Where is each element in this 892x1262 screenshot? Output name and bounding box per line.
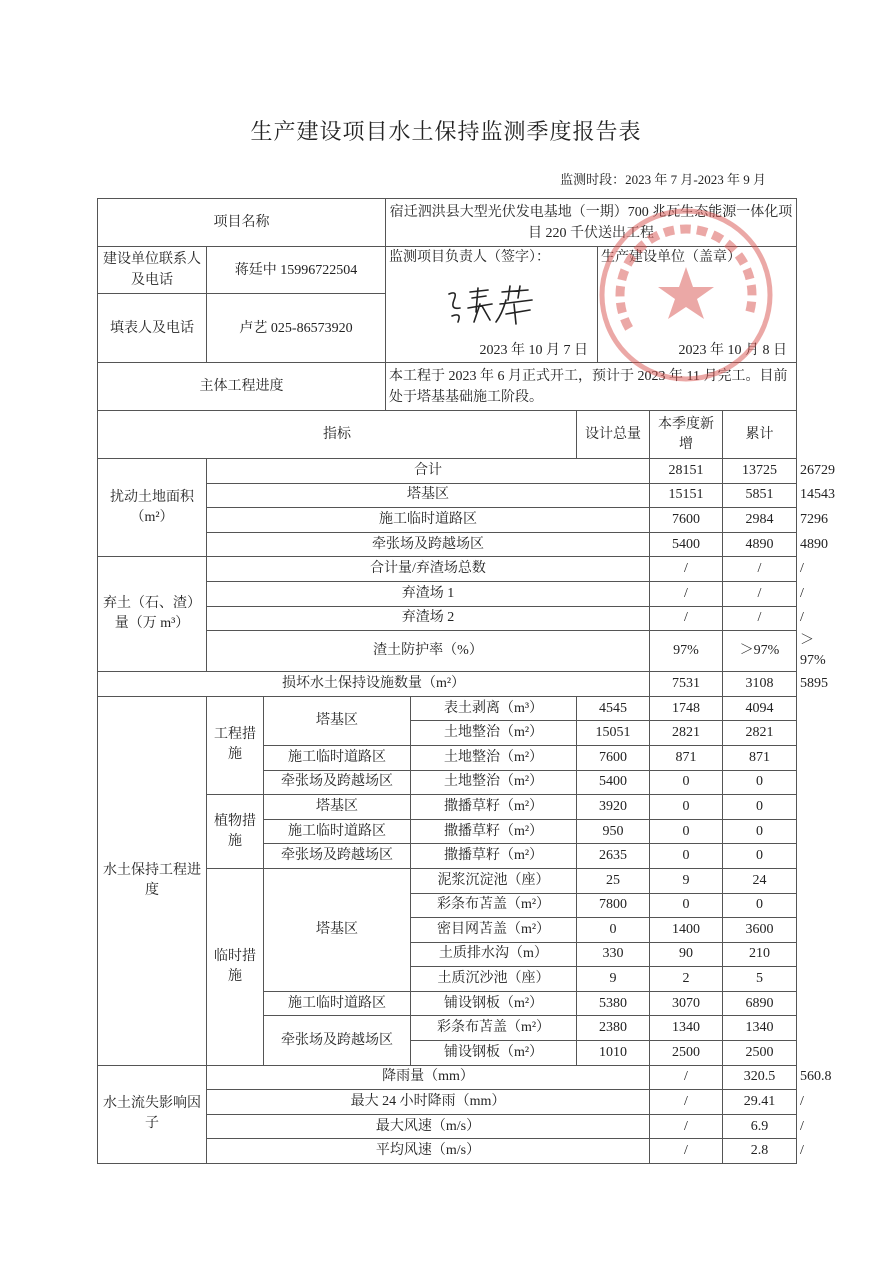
measure-item: 撒播草籽（m²） bbox=[411, 795, 577, 820]
measure-category: 临时措施 bbox=[207, 868, 264, 1065]
design-value: 5400 bbox=[577, 770, 650, 795]
measure-item: 彩条布苫盖（m²） bbox=[411, 1016, 577, 1041]
total-value: 4094 bbox=[723, 696, 797, 721]
factor-row: 最大 24 小时降雨（mm） / 29.41 / bbox=[98, 1090, 797, 1115]
measure-item: 撒播草籽（m²） bbox=[411, 844, 577, 869]
spoil-row: 弃渣场 1 / / / bbox=[98, 581, 797, 606]
project-name-value: 宿迁泗洪县大型光伏发电基地（一期）700 兆瓦生态能源一体化项目 220 千伏送出工程 bbox=[386, 199, 797, 247]
design-value: 25 bbox=[577, 868, 650, 893]
quarter-value: 0 bbox=[650, 795, 723, 820]
monitor-lead-date: 2023 年 10 月 7 日 bbox=[479, 343, 588, 358]
factor-row: 平均风速（m/s） / 2.8 / bbox=[98, 1139, 797, 1164]
total-value: 6890 bbox=[723, 991, 797, 1016]
disturbed-row: 施工临时道路区 7600 2984 7296 bbox=[98, 508, 797, 533]
spoil-row: 弃土（石、渣）量（万 m³） 合计量/弃渣场总数 / / / bbox=[98, 557, 797, 582]
measure-category: 植物措施 bbox=[207, 795, 264, 869]
total-value: 2821 bbox=[723, 721, 797, 746]
spoil-row: 渣土防护率（%） 97% ＞97% ＞97% bbox=[98, 631, 797, 672]
total-value: 210 bbox=[723, 942, 797, 967]
total-value: 871 bbox=[723, 745, 797, 770]
info-table bbox=[97, 198, 797, 411]
design-value: 1010 bbox=[577, 1041, 650, 1066]
total-value: 0 bbox=[723, 795, 797, 820]
quarter-value: 0 bbox=[650, 893, 723, 918]
total-value: 0 bbox=[723, 819, 797, 844]
design-value: 7800 bbox=[577, 893, 650, 918]
builder-content bbox=[601, 247, 793, 361]
quarter-value: 29.41 bbox=[723, 1090, 797, 1115]
disturbed-row: 扰动土地面积（m²） 合计 28151 13725 26729 bbox=[98, 459, 797, 484]
design-value: 97% bbox=[650, 631, 723, 672]
design-value: 3920 bbox=[577, 795, 650, 820]
measure-item: 撒播草籽（m²） bbox=[411, 819, 577, 844]
item-label: 合计 bbox=[207, 459, 650, 484]
filler-label: 填表人及电话 bbox=[98, 294, 207, 363]
item-label: 最大 24 小时降雨（mm） bbox=[207, 1090, 650, 1115]
quarter-value: 13725 bbox=[723, 459, 797, 484]
quarter-value: 0 bbox=[650, 770, 723, 795]
design-value: 0 bbox=[577, 918, 650, 943]
total-value: 1340 bbox=[723, 1016, 797, 1041]
measure-zone: 施工临时道路区 bbox=[264, 819, 411, 844]
design-value: 7600 bbox=[577, 745, 650, 770]
handwritten-signature bbox=[444, 282, 539, 327]
quarter-value: 1748 bbox=[650, 696, 723, 721]
total-value: 3600 bbox=[723, 918, 797, 943]
measure-zone: 塔基区 bbox=[264, 868, 411, 991]
quarter-value: 5851 bbox=[723, 483, 797, 508]
measure-zone: 塔基区 bbox=[264, 696, 411, 745]
measure-item: 土地整治（m²） bbox=[411, 721, 577, 746]
builder-date: 2023 年 10 月 8 日 bbox=[678, 343, 787, 358]
design-value: 7531 bbox=[650, 672, 723, 697]
item-label: 牵张场及跨越场区 bbox=[207, 532, 650, 557]
measure-item: 泥浆沉淀池（座） bbox=[411, 868, 577, 893]
quarter-value: 1400 bbox=[650, 918, 723, 943]
quarter-value: 90 bbox=[650, 942, 723, 967]
contact-label: 建设单位联系人及电话 bbox=[98, 247, 207, 294]
project-name-label: 项目名称 bbox=[98, 199, 386, 247]
design-value: / bbox=[650, 1065, 723, 1090]
filler-value: 卢艺 025-86573920 bbox=[207, 294, 386, 363]
quarter-value: 320.5 bbox=[723, 1065, 797, 1090]
measure-item: 密目网苫盖（m²） bbox=[411, 918, 577, 943]
quarter-value: 2.8 bbox=[723, 1139, 797, 1164]
item-label: 弃渣场 1 bbox=[207, 581, 650, 606]
measure-zone: 施工临时道路区 bbox=[264, 745, 411, 770]
damage-row: 损坏水土保持设施数量（m²） 7531 3108 5895 bbox=[98, 672, 797, 697]
item-label: 降雨量（mm） bbox=[207, 1065, 650, 1090]
contact-value: 蒋廷中 15996722504 bbox=[207, 247, 386, 294]
design-value: / bbox=[650, 1090, 723, 1115]
monitor-lead-cell bbox=[386, 247, 598, 363]
quarter-value: 6.9 bbox=[723, 1114, 797, 1139]
indicator-header: 指标 bbox=[98, 411, 577, 459]
design-value: / bbox=[650, 581, 723, 606]
design-header: 设计总量 bbox=[577, 411, 650, 459]
total-value: 0 bbox=[723, 844, 797, 869]
total-value: 24 bbox=[723, 868, 797, 893]
signature-area bbox=[389, 279, 594, 329]
measure-zone: 牵张场及跨越场区 bbox=[264, 844, 411, 869]
progress-value: 本工程于 2023 年 6 月正式开工，预计于 2023 年 11 月完工。目前处于塔基基础施工阶段。 bbox=[386, 363, 797, 411]
measure-zone: 牵张场及跨越场区 bbox=[264, 770, 411, 795]
total-header: 累计 bbox=[723, 411, 797, 459]
monitoring-period: 监测时段：2023 年 7 月-2023 年 9 月 bbox=[560, 172, 766, 187]
quarter-value: 4890 bbox=[723, 532, 797, 557]
builder-cell bbox=[598, 247, 797, 363]
quarter-value: 2984 bbox=[723, 508, 797, 533]
page-title: 生产建设项目水土保持监测季度报告表 bbox=[250, 119, 642, 144]
monitor-lead-label: 监测项目负责人（签字）： bbox=[389, 250, 550, 265]
design-value: 28151 bbox=[650, 459, 723, 484]
item-label: 平均风速（m/s） bbox=[207, 1139, 650, 1164]
design-value: 7600 bbox=[650, 508, 723, 533]
measure-item: 铺设钢板（m²） bbox=[411, 991, 577, 1016]
quarter-value: 871 bbox=[650, 745, 723, 770]
measure-item: 土质排水沟（m） bbox=[411, 942, 577, 967]
design-value: 2635 bbox=[577, 844, 650, 869]
design-value: / bbox=[650, 557, 723, 582]
design-value: 15151 bbox=[650, 483, 723, 508]
quarter-value: 2 bbox=[650, 967, 723, 992]
quarter-value: / bbox=[723, 606, 797, 631]
measures-group-label: 水土保持工程进度 bbox=[98, 696, 207, 1065]
quarter-value: 0 bbox=[650, 844, 723, 869]
header-row bbox=[98, 411, 797, 459]
builder-label: 生产建设单位（盖章） bbox=[601, 250, 741, 265]
progress-label: 主体工程进度 bbox=[98, 363, 386, 411]
design-value: 5380 bbox=[577, 991, 650, 1016]
item-label: 施工临时道路区 bbox=[207, 508, 650, 533]
disturbed-group-label: 扰动土地面积（m²） bbox=[98, 459, 207, 557]
measure-zone: 施工临时道路区 bbox=[264, 991, 411, 1016]
item-label: 塔基区 bbox=[207, 483, 650, 508]
disturbed-row: 牵张场及跨越场区 5400 4890 4890 bbox=[98, 532, 797, 557]
quarter-value: 2821 bbox=[650, 721, 723, 746]
measure-item: 土质沉沙池（座） bbox=[411, 967, 577, 992]
quarter-value: 3070 bbox=[650, 991, 723, 1016]
design-value: / bbox=[650, 1139, 723, 1164]
quarter-value: 0 bbox=[650, 819, 723, 844]
total-value: 5 bbox=[723, 967, 797, 992]
quarter-value: ＞97% bbox=[723, 631, 797, 672]
quarter-value: 1340 bbox=[650, 1016, 723, 1041]
design-value: 15051 bbox=[577, 721, 650, 746]
quarter-value: / bbox=[723, 581, 797, 606]
item-label: 弃渣场 2 bbox=[207, 606, 650, 631]
factors-group-label: 水土流失影响因子 bbox=[98, 1065, 207, 1163]
measure-zone: 牵张场及跨越场区 bbox=[264, 1016, 411, 1065]
report-tables bbox=[97, 198, 835, 1164]
measure-item: 铺设钢板（m²） bbox=[411, 1041, 577, 1066]
item-label: 损坏水土保持设施数量（m²） bbox=[98, 672, 650, 697]
total-value: 0 bbox=[723, 770, 797, 795]
design-value: 2380 bbox=[577, 1016, 650, 1041]
monitor-lead-content bbox=[389, 247, 594, 361]
quarter-header: 本季度新增 bbox=[650, 411, 723, 459]
factor-row: 最大风速（m/s） / 6.9 / bbox=[98, 1114, 797, 1139]
design-value: / bbox=[650, 1114, 723, 1139]
item-label: 最大风速（m/s） bbox=[207, 1114, 650, 1139]
total-value: 2500 bbox=[723, 1041, 797, 1066]
measure-item: 表土剥离（m³） bbox=[411, 696, 577, 721]
design-value: 5400 bbox=[650, 532, 723, 557]
indicator-table bbox=[97, 410, 835, 1164]
design-value: 330 bbox=[577, 942, 650, 967]
factor-row: 水土流失影响因子 降雨量（mm） / 320.5 560.8 bbox=[98, 1065, 797, 1090]
design-value: 9 bbox=[577, 967, 650, 992]
total-value: 0 bbox=[723, 893, 797, 918]
measure-item: 彩条布苫盖（m²） bbox=[411, 893, 577, 918]
quarter-value: 9 bbox=[650, 868, 723, 893]
item-label: 合计量/弃渣场总数 bbox=[207, 557, 650, 582]
design-value: / bbox=[650, 606, 723, 631]
spoil-row: 弃渣场 2 / / / bbox=[98, 606, 797, 631]
measure-item: 土地整治（m²） bbox=[411, 770, 577, 795]
measure-category: 工程措施 bbox=[207, 696, 264, 794]
measure-zone: 塔基区 bbox=[264, 795, 411, 820]
item-label: 渣土防护率（%） bbox=[207, 631, 650, 672]
spoil-group-label: 弃土（石、渣）量（万 m³） bbox=[98, 557, 207, 672]
design-value: 950 bbox=[577, 819, 650, 844]
measure-row bbox=[98, 696, 797, 721]
quarter-value: 3108 bbox=[723, 672, 797, 697]
measure-item: 土地整治（m²） bbox=[411, 745, 577, 770]
quarter-value: 2500 bbox=[650, 1041, 723, 1066]
disturbed-row: 塔基区 15151 5851 14543 bbox=[98, 483, 797, 508]
quarter-value: / bbox=[723, 557, 797, 582]
design-value: 4545 bbox=[577, 696, 650, 721]
